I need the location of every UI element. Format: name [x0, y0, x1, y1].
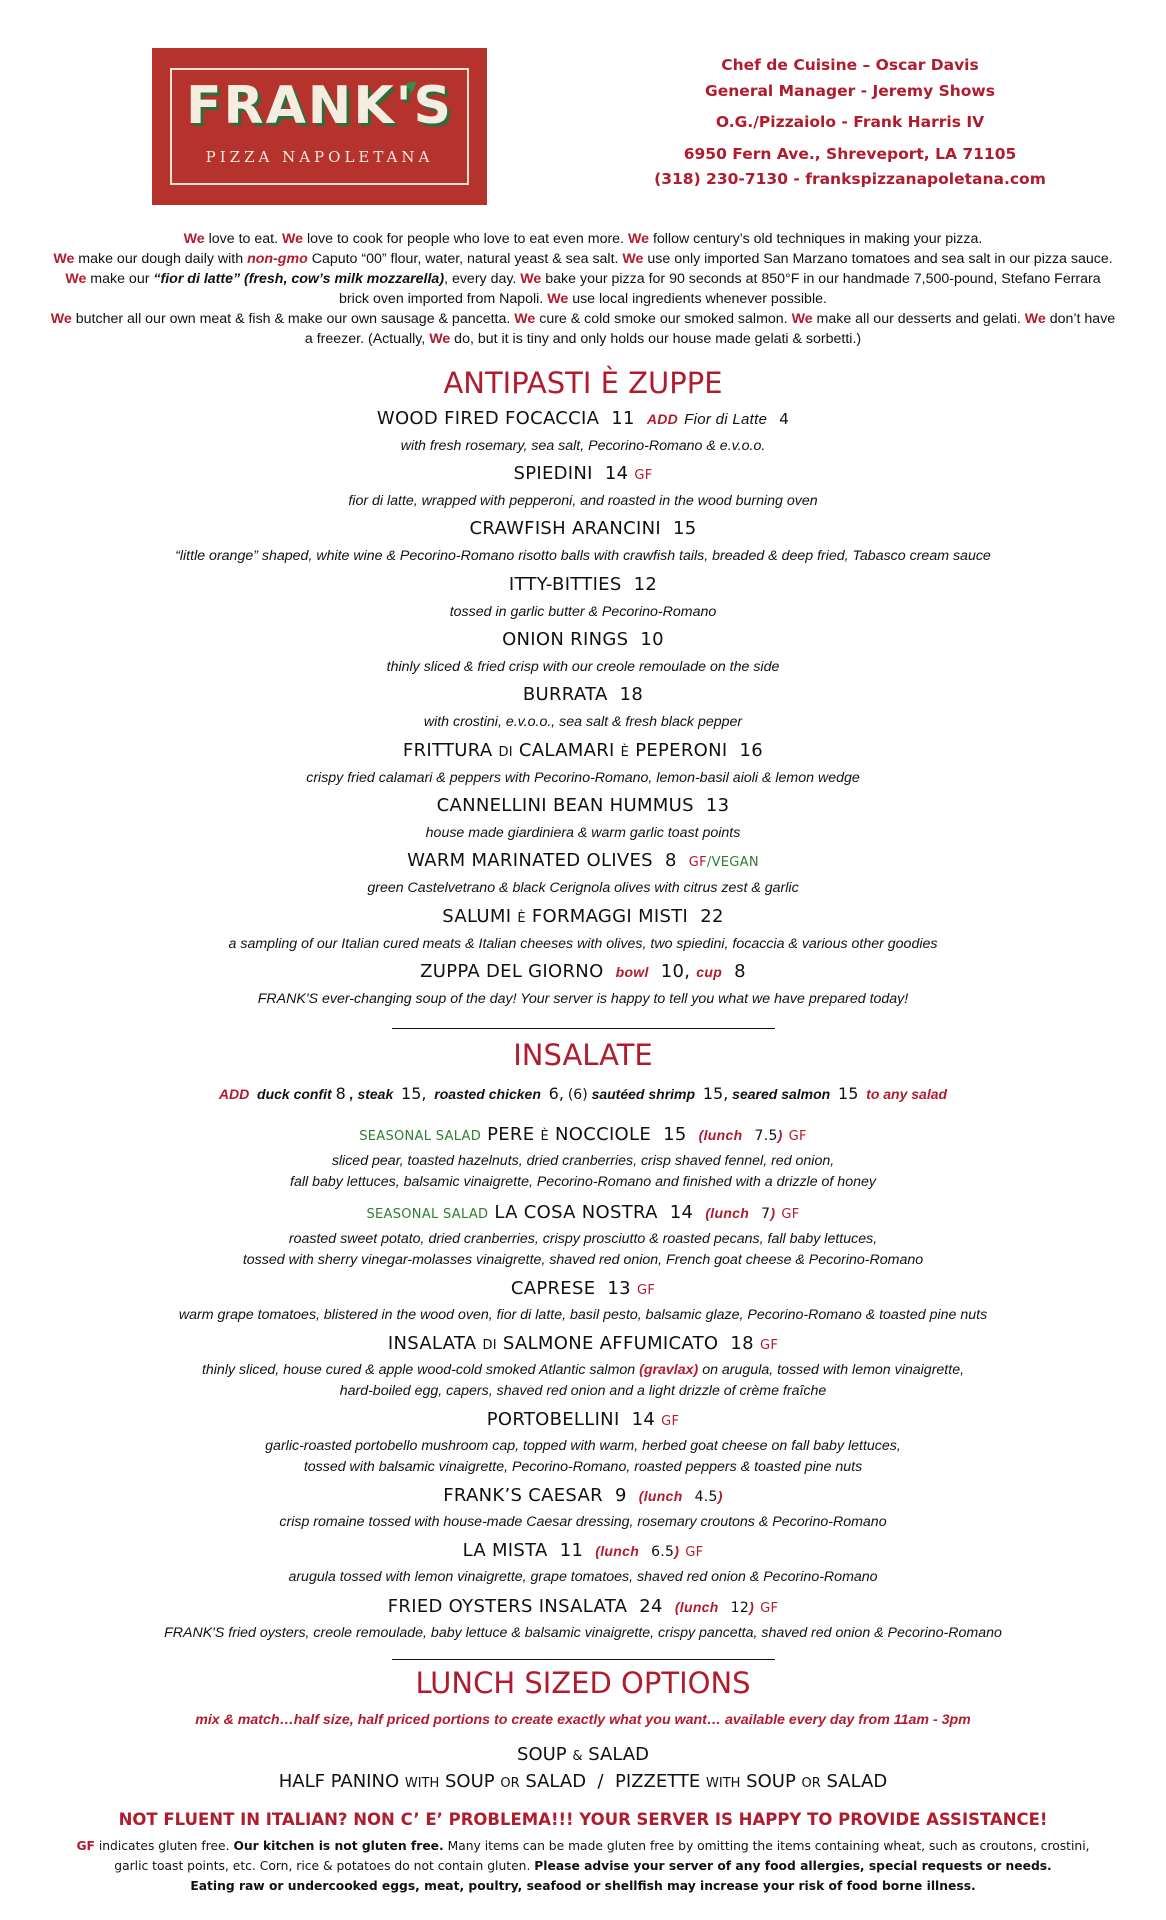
- burrata-desc: with crostini, e.v.o.o., sea salt & fresh black pepper: [423, 714, 743, 730]
- portobellini-desc-2: tossed with balsamic vinaigrette, Pecorino-Romano, roasted peppers & toasted pine nuts: [303, 1459, 863, 1475]
- intro-text: love to eat.: [204, 231, 282, 247]
- intro-text: use local ingredients whenever possible.: [568, 291, 827, 307]
- allergy-advice: Please advise your server of any food allergies, special requests or needs.: [534, 1859, 1052, 1873]
- salumi-desc: a sampling of our Italian cured meats & Italian cheeses with olives, two spiedini, focaccia & various other goodies: [228, 936, 938, 952]
- add-price: 15,: [401, 1084, 427, 1103]
- add-quantity: (6): [567, 1087, 588, 1103]
- arancini-name: [0, 518, 1166, 539]
- item-name-text: ITTY-BITTIES: [508, 574, 622, 595]
- oysters-name: FRIED OYSTERS INSALATA 24 (lunch 12) GF: [387, 1596, 779, 1617]
- item-name-small: DI: [498, 745, 513, 760]
- lunch-price: 7.5: [754, 1128, 778, 1144]
- lunch-option-text: SOUP: [517, 1744, 567, 1765]
- item-name-text: ONION RINGS: [502, 629, 629, 650]
- gf-tag: GF: [788, 1129, 807, 1144]
- tag-slash: /: [706, 855, 712, 870]
- pere-desc-2: fall baby lettuces, balsamic vinaigrette, Pecorino-Romano and finished with a drizzle of honey: [290, 1174, 876, 1190]
- footer-text: Many items can be made gluten free by omitting the items containing wheat, such as croutons, crostini, garlic toast points, etc. Corn, rice & potatoes do not contain gluten.: [114, 1839, 1090, 1873]
- item-price: 14: [604, 463, 629, 484]
- item-price: 15: [663, 1124, 687, 1145]
- item-price: 24: [639, 1596, 663, 1617]
- gf-tag: GF: [760, 1601, 779, 1616]
- item-price: 13: [705, 795, 730, 816]
- lunch-option-small: WITH: [404, 1776, 440, 1791]
- item-price: 10: [640, 629, 664, 650]
- add-price: 6,: [548, 1084, 564, 1103]
- lunch-price: 6.5: [651, 1544, 675, 1560]
- item-price: 11: [611, 408, 635, 429]
- frittura-desc: crispy fried calamari & peppers with Pecorino-Romano, lemon-basil aioli & lemon wedge: [306, 770, 860, 786]
- gravlax-text: (gravlax): [639, 1362, 699, 1378]
- we-word: We: [282, 231, 304, 247]
- intro-text: make our: [86, 271, 154, 287]
- add-tail: to any salad: [866, 1086, 948, 1102]
- lunch-option-small: OR: [801, 1776, 821, 1791]
- caesar-name: FRANK’S CAESAR 9 (lunch 4.5): [443, 1485, 723, 1506]
- we-word: We: [50, 311, 72, 327]
- add-label: ADD: [646, 411, 679, 427]
- caprese-desc: warm grape tomatoes, blistered in the wood oven, fior di latte, basil pesto, balsamic glaze, Pecorino-Romano & toasted pine nuts: [178, 1307, 988, 1323]
- we-word: We: [429, 331, 451, 347]
- seasonal-tag: SEASONAL SALAD: [366, 1207, 489, 1222]
- pere-desc-1: sliced pear, toasted hazelnuts, dried cranberries, crisp shaved fennel, red onion,: [331, 1153, 835, 1169]
- item-name-text: FORMAGGI MISTI: [525, 906, 689, 927]
- item-name-text: BURRATA: [522, 684, 608, 705]
- item-name-small: È: [540, 1129, 549, 1144]
- antipasti-title: ANTIPASTI È ZUPPE: [443, 366, 723, 400]
- intro-text: Caputo “00” flour, water, natural yeast & sea salt.: [307, 251, 623, 267]
- olives-name: [0, 850, 1166, 871]
- item-name-text: CAPRESE: [510, 1278, 596, 1299]
- intro-text: follow century’s old techniques in making your pizza.: [649, 231, 983, 247]
- lunch-price: 7: [761, 1206, 771, 1222]
- burrata-name: [0, 684, 1166, 705]
- item-name-text: FRITTURA: [402, 740, 499, 761]
- intro-text: use only imported San Marzano tomatoes and sea salt in our pizza sauce.: [643, 251, 1113, 267]
- item-price: 16: [739, 740, 764, 761]
- intro-paragraph: [50, 229, 1116, 349]
- olives-desc: green Castelvetrano & black Cerignola olives with citrus zest & garlic: [367, 880, 799, 896]
- caesar-desc: crisp romaine tossed with house-made Caesar dressing, rosemary croutons & Pecorino-Romano: [279, 1514, 887, 1530]
- intro-text: make all our desserts and gelati.: [812, 311, 1025, 327]
- phone-web-line: (318) 230-7130 - frankspizzanapoletana.com: [654, 170, 1046, 188]
- we-word: We: [514, 311, 536, 327]
- item-price: 9: [614, 1485, 627, 1506]
- lunch-option-small: OR: [500, 1776, 520, 1791]
- cosa-nostra-name: SEASONAL SALAD LA COSA NOSTRA 14 (lunch 7) GF: [366, 1202, 800, 1223]
- lunch-title: LUNCH SIZED OPTIONS: [415, 1666, 751, 1700]
- lunch-option-soup-salad: [0, 1744, 1166, 1765]
- gm-line: General Manager - Jeremy Shows: [705, 81, 995, 100]
- salumi-name: [0, 906, 1166, 927]
- chef-line: Chef de Cuisine – Oscar Davis: [721, 56, 979, 74]
- we-word: We: [547, 291, 569, 307]
- item-price: 12: [633, 574, 658, 595]
- lunch-option-text: SALAD: [525, 1771, 587, 1792]
- onion-rings-desc: thinly sliced & fried crisp with our creole remoulade on the side: [386, 659, 780, 675]
- mista-desc: arugula tossed with lemon vinaigrette, grape tomatoes, shaved red onion & Pecorino-Romano: [288, 1569, 878, 1585]
- we-word: We: [791, 311, 813, 327]
- item-name-text: FRIED OYSTERS INSALATA: [387, 1596, 628, 1617]
- cup-label: cup: [696, 964, 723, 980]
- footer-text: indicates gluten free.: [94, 1839, 234, 1853]
- item-name-text: FRANK’S CAESAR: [443, 1485, 603, 1506]
- gf-tag: GF: [688, 855, 707, 870]
- fior-di-latte-text: “fior di latte” (fresh, cow’s milk mozzarella): [153, 271, 445, 287]
- item-price: 18: [619, 684, 644, 705]
- we-word: We: [622, 251, 644, 267]
- item-name-small: DI: [482, 1338, 497, 1353]
- add-price: 8: [335, 1084, 346, 1103]
- lunch-option-text: SOUP: [746, 1771, 796, 1792]
- we-word: We: [183, 231, 205, 247]
- item-price: 13: [607, 1278, 631, 1299]
- intro-text: love to cook for people who love to eat even more.: [303, 231, 628, 247]
- item-price: 15: [672, 518, 697, 539]
- spiedini-desc: fior di latte, wrapped with pepperoni, and roasted in the wood burning oven: [348, 493, 818, 509]
- og-line: O.G./Pizzaiolo - Frank Harris IV: [715, 113, 985, 131]
- lunch-option-small: &: [572, 1749, 583, 1764]
- cosa-nostra-desc-1: roasted sweet potato, dried cranberries, crispy prosciutto & roasted pecans, fall baby lettuces,: [288, 1231, 878, 1247]
- lunch-label: (lunch: [638, 1488, 683, 1504]
- logo-subtitle: PIZZA NAPOLETANA: [205, 148, 434, 166]
- gf-tag: GF: [76, 1839, 95, 1853]
- lunch-label: (lunch: [595, 1543, 640, 1559]
- gf-tag: GF: [781, 1207, 800, 1222]
- item-name-text: WOOD FIRED FOCACCIA: [376, 408, 600, 429]
- salmone-desc-1: [60, 1360, 1106, 1380]
- add-item: Fior di Latte: [684, 411, 768, 428]
- item-name-text: SALUMI: [442, 906, 518, 927]
- footer-notice: [60, 1836, 1106, 1896]
- lunch-option-text: SALAD: [826, 1771, 888, 1792]
- lunch-option-small: WITH: [706, 1776, 741, 1791]
- item-price: 18: [730, 1333, 754, 1354]
- item-name-text: INSALATA: [387, 1333, 483, 1354]
- item-name-text: CANNELLINI BEAN HUMMUS: [436, 795, 694, 816]
- add-option: sautéed shrimp: [591, 1086, 696, 1102]
- add-option: , steak: [349, 1086, 394, 1102]
- focaccia-name: [0, 408, 1166, 429]
- item-name-text: WARM MARINATED OLIVES: [407, 850, 653, 871]
- we-word: We: [1024, 311, 1046, 327]
- lunch-label: (lunch: [698, 1127, 743, 1143]
- oysters-desc: FRANK'S fried oysters, creole remoulade, baby lettuce & balsamic vinaigrette, crispy pancetta, shaved red onion & Pecorino-Romano: [164, 1625, 1002, 1641]
- address-line: 6950 Fern Ave., Shreveport, LA 71105: [683, 144, 1017, 163]
- add-price: 15: [838, 1084, 859, 1103]
- add-option: roasted chicken: [434, 1086, 541, 1102]
- item-name-small: È: [620, 745, 630, 760]
- lunch-subtitle: mix & match…half size, half priced portions to create exactly what you want… available every day from 11am - 3pm: [195, 1712, 971, 1728]
- we-word: We: [53, 251, 75, 267]
- logo-name: FRANK'S: [186, 76, 453, 136]
- raw-food-warning: Eating raw or undercooked eggs, meat, poultry, seafood or shellfish may increase your risk of food borne illness.: [190, 1879, 976, 1893]
- vegan-tag: VEGAN: [711, 855, 759, 870]
- item-name-text: CALAMARI: [512, 740, 621, 761]
- item-name-text: LA MISTA: [462, 1540, 548, 1561]
- lunch-option-panino-pizzette: [0, 1771, 1166, 1792]
- intro-text: don’t have a freezer. (Actually,: [304, 311, 1116, 347]
- lunch-option-text: PIZZETTE: [615, 1771, 701, 1792]
- bowl-price: 10,: [660, 961, 691, 982]
- item-price: 8: [664, 850, 677, 871]
- item-price: 22: [700, 906, 724, 927]
- add-label: ADD: [218, 1086, 250, 1102]
- item-name-text: PORTOBELLINI: [486, 1409, 620, 1430]
- item-name-text: ZUPPA DEL GIORNO: [420, 961, 604, 982]
- item-price: 11: [559, 1540, 584, 1561]
- item-name-text: NOCCIOLE: [548, 1124, 652, 1145]
- intro-text: make our dough daily with: [74, 251, 248, 267]
- item-name-text: SALMONE AFFUMICATO: [496, 1333, 719, 1354]
- lunch-option-text: SALAD: [588, 1744, 649, 1765]
- zuppa-name: [0, 961, 1166, 982]
- desc-text: thinly sliced, house cured & apple wood-cold smoked Atlantic salmon: [201, 1362, 640, 1378]
- lunch-label: (lunch: [674, 1599, 719, 1615]
- focaccia-desc: with fresh rosemary, sea salt, Pecorino-Romano & e.v.o.o.: [400, 438, 766, 454]
- spiedini-name: [0, 463, 1166, 484]
- item-price: 14: [631, 1409, 656, 1430]
- item-price: 14: [669, 1202, 694, 1223]
- gf-tag: GF: [636, 1283, 656, 1298]
- contact-block: [630, 58, 1070, 198]
- onion-rings-name: [0, 629, 1166, 650]
- gf-tag: GF: [661, 1414, 680, 1429]
- add-protein-line: [0, 1084, 1166, 1103]
- mista-name: LA MISTA 11 (lunch 6.5) GF: [462, 1540, 704, 1561]
- intro-text: , every day.: [444, 271, 521, 287]
- lunch-option-slash: /: [597, 1771, 604, 1792]
- kitchen-warning: Our kitchen is not gluten free.: [233, 1839, 444, 1853]
- portobellini-desc-1: garlic-roasted portobello mushroom cap, topped with warm, herbed goat cheese on fall baby lettuces,: [265, 1438, 901, 1454]
- lunch-price: 4.5: [694, 1489, 718, 1505]
- lunch-option-text: SOUP: [445, 1771, 495, 1792]
- portobellini-name: [0, 1409, 1166, 1430]
- intro-text: bake your pizza for 90 seconds at 850°F in our handmade 7,500-pound, Stefano Ferrara brick oven imported from Napoli.: [339, 271, 1101, 307]
- bowl-label: bowl: [615, 964, 649, 980]
- we-word: We: [65, 271, 87, 287]
- section-divider: [392, 1028, 775, 1029]
- caprese-name: [0, 1278, 1166, 1299]
- item-name-text: CRAWFISH ARANCINI: [469, 518, 661, 539]
- add-price: 4: [779, 410, 790, 428]
- not-fluent-notice: NOT FLUENT IN ITALIAN? NON C’ E’ PROBLEMA!!! YOUR SERVER IS HAPPY TO PROVIDE ASSISTANCE!: [118, 1810, 1048, 1829]
- hummus-desc: house made giardiniera & warm garlic toast points: [425, 825, 741, 841]
- hummus-name: [0, 795, 1166, 816]
- intro-text: cure & cold smoke our smoked salmon.: [535, 311, 792, 327]
- item-name-text: LA COSA NOSTRA: [494, 1202, 658, 1223]
- lunch-label: (lunch: [705, 1205, 750, 1221]
- itty-bitties-name: [0, 574, 1166, 595]
- insalate-title: INSALATE: [513, 1038, 653, 1072]
- cup-price: 8: [734, 961, 746, 982]
- we-word: We: [520, 271, 542, 287]
- item-name-text: PEPERONI: [629, 740, 728, 761]
- gf-tag: GF: [685, 1545, 704, 1560]
- lunch-option-text: HALF PANINO: [278, 1771, 400, 1792]
- arancini-desc: “little orange” shaped, white wine & Pecorino-Romano risotto balls with crawfish tails, breaded & deep fried, Tabasco cream sauce: [175, 548, 991, 564]
- add-option: duck confit: [257, 1086, 332, 1102]
- zuppa-desc: FRANK'S ever-changing soup of the day! Your server is happy to tell you what we have prepared today!: [257, 991, 909, 1007]
- desc-text: on arugula, tossed with lemon vinaigrette,: [698, 1362, 965, 1378]
- salmone-desc-2: hard-boiled egg, capers, shaved red onion and a light drizzle of crème fraîche: [339, 1383, 827, 1399]
- gf-tag: GF: [634, 468, 653, 483]
- itty-bitties-desc: tossed in garlic butter & Pecorino-Romano: [449, 604, 717, 620]
- lunch-price: 12: [730, 1600, 750, 1616]
- franks-logo: [152, 48, 487, 205]
- seasonal-tag: SEASONAL SALAD: [359, 1129, 482, 1144]
- pere-name: SEASONAL SALAD PERE È NOCCIOLE 15 (lunch 7.5) GF: [359, 1124, 807, 1145]
- cosa-nostra-desc-2: tossed with sherry vinegar-molasses vinaigrette, shaved red onion, French goat cheese & Pecorino-Romano: [242, 1252, 924, 1268]
- gf-tag: GF: [759, 1338, 779, 1353]
- add-price: 15,: [702, 1084, 729, 1103]
- intro-text: do, but it is tiny and only holds our house made gelati & sorbetti.): [450, 331, 862, 347]
- item-name-text: PERE: [487, 1124, 541, 1145]
- section-divider: [392, 1659, 775, 1660]
- intro-text: butcher all our own meat & fish & make our own sausage & pancetta.: [71, 311, 515, 327]
- item-name-text: SPIEDINI: [513, 463, 593, 484]
- salmone-name: [0, 1333, 1166, 1354]
- non-gmo-text: non-gmo: [247, 251, 308, 267]
- item-name-small: È: [517, 911, 526, 926]
- add-option: seared salmon: [732, 1086, 831, 1102]
- frittura-name: [0, 740, 1166, 761]
- we-word: We: [627, 231, 649, 247]
